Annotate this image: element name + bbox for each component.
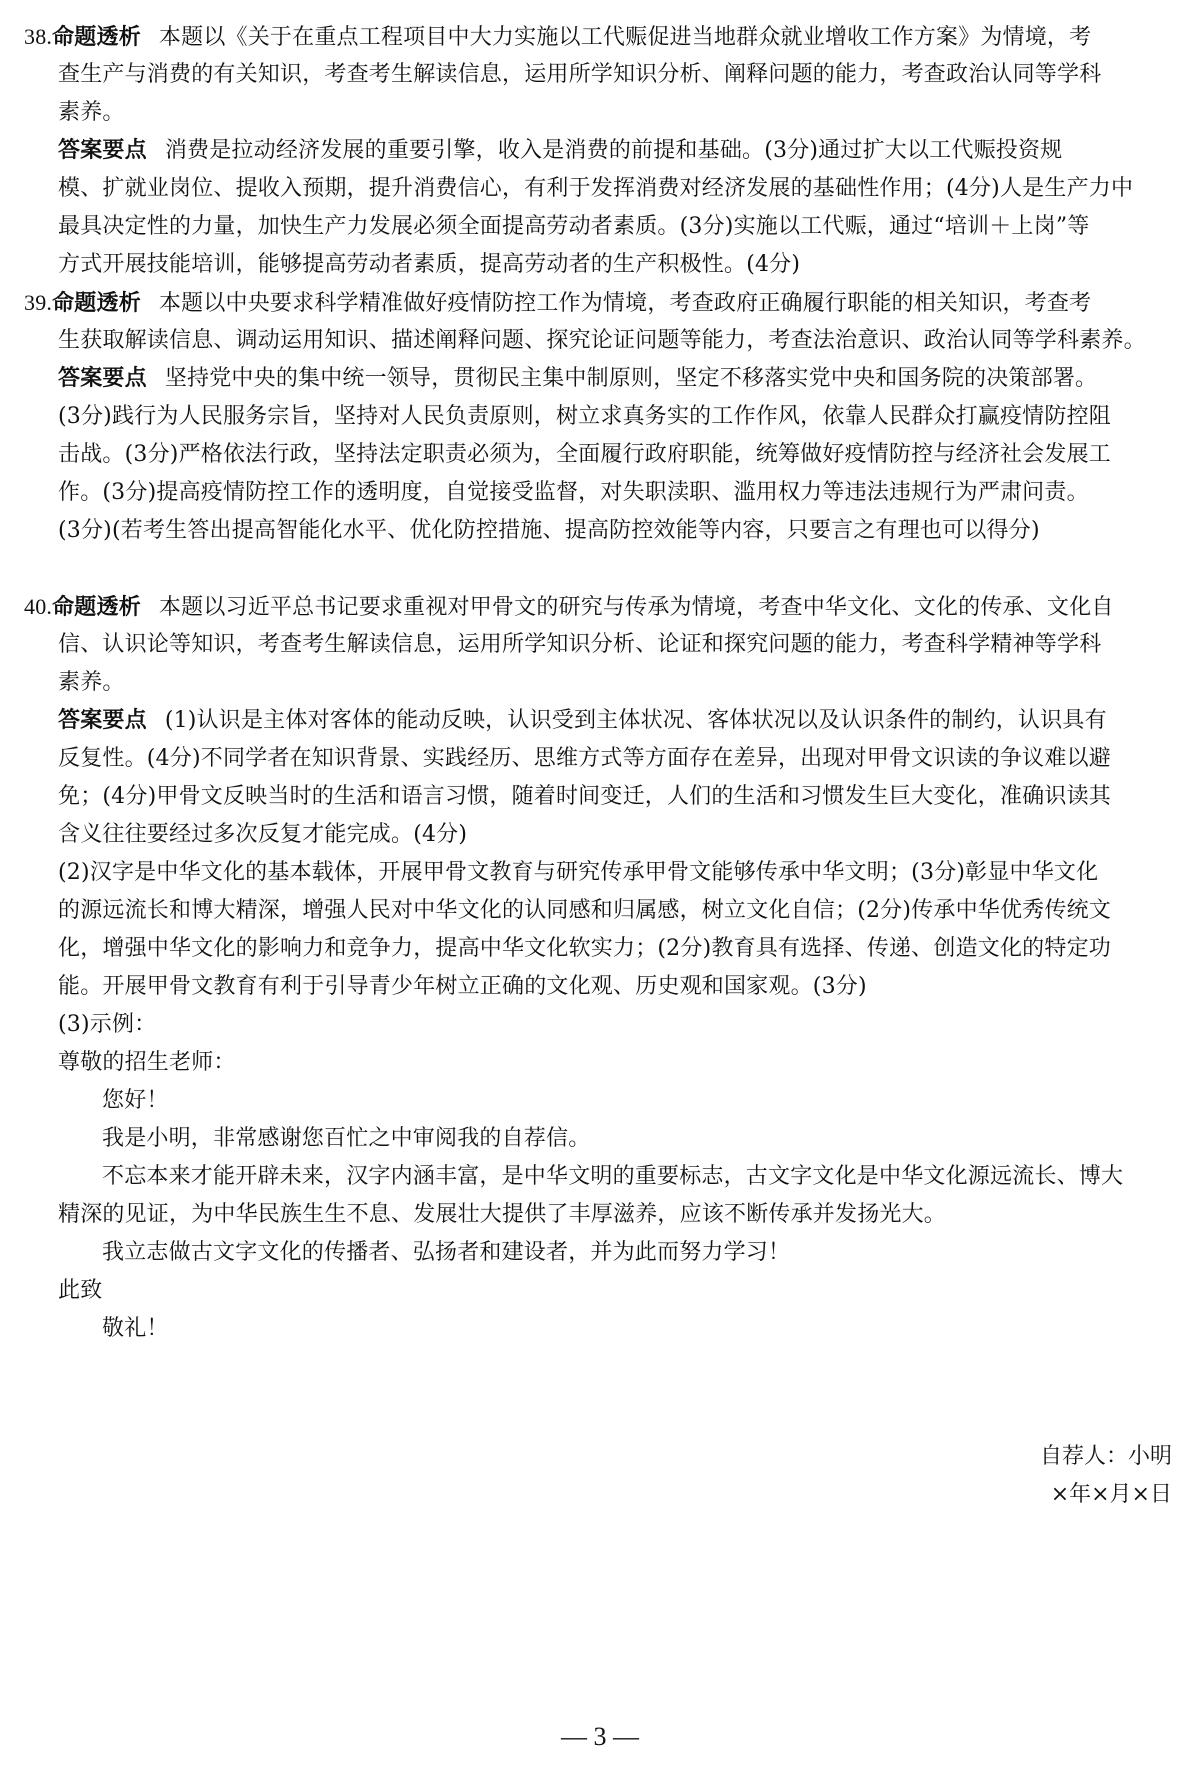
answer-text: 坚持党中央的集中统一领导，贯彻民主集中制原则，坚定不移落实党中央和国务院的决策部署。: [164, 366, 1098, 391]
answer-text: 反复性。(4分)不同学者在知识背景、实践经历、思维方式等方面存在差异，出现对甲骨文识读的争议难以避: [58, 746, 1111, 771]
letter-closing: 此致: [58, 1278, 103, 1303]
answer-text: 方式开展技能培训，能够提高劳动者素质，提高劳动者的生产积极性。(4分): [58, 252, 801, 277]
answer-text: (3分)践行为人民服务宗旨，坚持对人民负责原则，树立求真务实的工作作风，依靠人民群众打赢疫情防控阻: [58, 404, 1111, 429]
q38-answer-line-1: [58, 132, 1178, 170]
answer-text: 化，增强中华文化的影响力和竞争力，提高中华文化软实力；(2分)教育具有选择、传递、创造文化的特定功: [58, 936, 1111, 961]
letter-paragraph: 我是小明，非常感谢您百忙之中审阅我的自荐信。: [102, 1126, 591, 1151]
letter-paragraph: 我立志做古文字文化的传播者、弘扬者和建设者，并为此而努力学习！: [102, 1240, 791, 1265]
question-39: [24, 284, 1178, 550]
q40-answer-line-1: [58, 702, 1178, 740]
answer-text: 击战。(3分)严格依法行政，坚持法定职责必须为，全面履行政府职能，统筹做好疫情防控与经济社会发展工: [58, 442, 1111, 467]
q40-analysis-line-1: [24, 588, 1178, 626]
question-number: 38.: [24, 24, 53, 49]
analysis-text: 信、认识论等知识，考查考生解读信息，运用所学知识分析、论证和探究问题的能力，考查科学精神等学科: [58, 632, 1102, 657]
analysis-label: 命题透析: [52, 595, 141, 620]
question-38: [24, 18, 1178, 284]
answer-text: 消费是拉动经济发展的重要引擎，收入是消费的前提和基础。(3分)通过扩大以工代赈投资规: [164, 138, 1063, 163]
letter-paragraph: 不忘本来才能开辟未来，汉字内涵丰富，是中华文明的重要标志，古文字文化是中华文化源远流长、博大: [102, 1164, 1124, 1189]
answer-text: 含义往往要经过多次反复才能完成。(4分): [58, 822, 468, 847]
answer-text: 的源远流长和博大精深，增强人民对中华文化的认同感和归属感，树立文化自信；(2分)传承中华优秀传统文: [58, 898, 1111, 923]
analysis-text: 本题以习近平总书记要求重视对甲骨文的研究与传承为情境，考查中华文化、文化的传承、文化自: [158, 595, 1114, 620]
letter-paragraph: 精深的见证，为中华民族生生不息、发展壮大提供了丰厚滋养，应该不断传承并发扬光大。: [58, 1202, 947, 1227]
answer-text: 最具决定性的力量，加快生产力发展必须全面提高劳动者素质。(3分)实施以工代赈，通过“培训＋上岗”等: [58, 214, 1090, 239]
analysis-label: 命题透析: [52, 291, 141, 316]
answer-text: (3分)(若考生答出提高智能化水平、优化防控措施、提高防控效能等内容，只要言之有理也可以得分): [58, 518, 1040, 543]
analysis-label: 命题透析: [52, 25, 141, 50]
answer-text: 免；(4分)甲骨文反映当时的生活和语言习惯，随着时间变迁，人们的生活和习惯发生巨大变化，准确识读其: [58, 784, 1111, 809]
answer-label: 答案要点: [58, 366, 147, 391]
analysis-text: 生获取解读信息、调动运用知识、描述阐释问题、探究论证问题等能力，考查法治意识、政治认同等学科素养。: [58, 328, 1146, 353]
question-number: 40.: [24, 594, 53, 619]
answer-text: (1)认识是主体对客体的能动反映，认识受到主体状况、客体状况以及认识条件的制约，认识具有: [164, 708, 1107, 733]
page-number: — 3 —: [561, 1722, 639, 1751]
letter-signature: 自荐人：小明: [1039, 1444, 1172, 1469]
letter-closing: 敬礼！: [102, 1316, 169, 1341]
answer-text: (2)汉字是中华文化的基本载体，开展甲骨文教育与研究传承甲骨文能够传承中华文明；(3分)彰显中华文化: [58, 860, 1099, 885]
answer-text: 能。开展甲骨文教育有利于引导青少年树立正确的文化观、历史观和国家观。(3分): [58, 974, 867, 999]
question-number: 39.: [24, 290, 53, 315]
q38-analysis-line-1: [24, 18, 1178, 56]
analysis-text: 本题以《关于在重点工程项目中大力实施以工代赈促进当地群众就业增收工作方案》为情境，考: [158, 25, 1092, 50]
letter-salutation: 尊敬的招生老师：: [58, 1050, 236, 1075]
analysis-text: 素养。: [58, 100, 125, 125]
answer-text: 模、扩就业岗位、提收入预期，提升消费信心，有利于发挥消费对经济发展的基础性作用；(4分)人是生产力中: [58, 176, 1134, 201]
q39-analysis-line-1: [24, 284, 1178, 322]
letter-date: ×年×月×日: [1050, 1482, 1172, 1507]
q39-answer-line-1: [58, 360, 1178, 398]
answer-text: 作。(3分)提高疫情防控工作的透明度，自觉接受监督，对失职渎职、滥用权力等违法违规行为严肃问责。: [58, 480, 1089, 505]
answer-label: 答案要点: [58, 138, 147, 163]
question-40: [24, 588, 1178, 1348]
part3-label: (3)示例：: [58, 1012, 157, 1037]
analysis-text: 素养。: [58, 670, 125, 695]
analysis-text: 本题以中央要求科学精准做好疫情防控工作为情境，考查政府正确履行职能的相关知识，考查考: [158, 291, 1092, 316]
answer-label: 答案要点: [58, 708, 147, 733]
letter-greeting: 您好！: [102, 1088, 169, 1113]
analysis-text: 查生产与消费的有关知识，考查考生解读信息，运用所学知识分析、阐释问题的能力，考查政治认同等学科: [58, 62, 1102, 87]
